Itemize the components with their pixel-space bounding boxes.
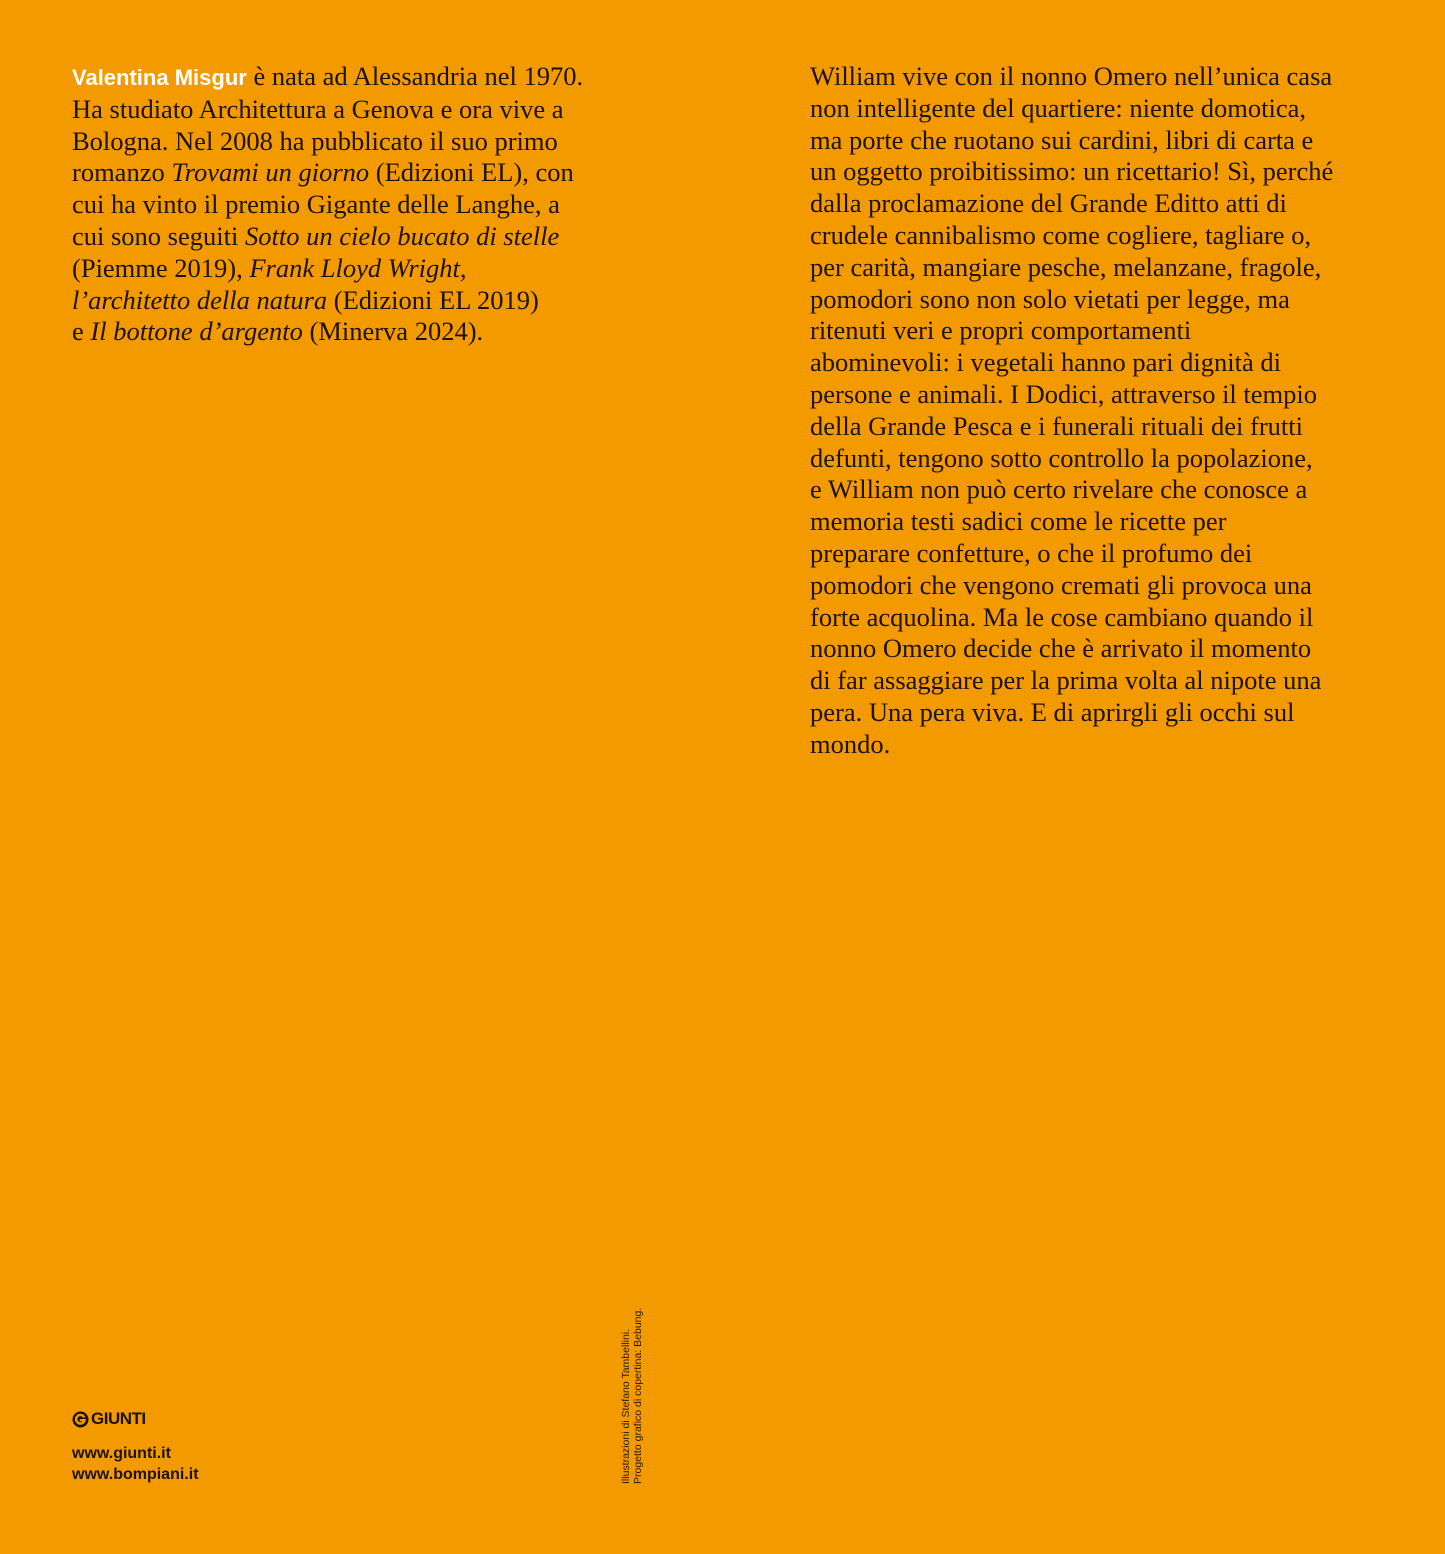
bio-text: cui sono seguiti <box>72 220 245 251</box>
bio-line <box>72 61 662 94</box>
bio-line <box>72 189 662 221</box>
synopsis-line: nonno Omero decide che è arrivato il momento <box>810 633 1312 664</box>
synopsis-line: di far assaggiare per la prima volta al nipote una <box>810 665 1322 696</box>
synopsis-line: defunti, tengono sotto controllo la popolazione, <box>810 442 1313 473</box>
publisher-logo <box>72 1409 146 1429</box>
synopsis-line: pomodori sono non solo vietati per legge, ma <box>810 283 1290 314</box>
synopsis-line: pomodori che vengono cremati gli provoca una <box>810 569 1312 600</box>
bio-text: Bologna. Nel 2008 ha pubblicato il suo primo <box>72 125 558 156</box>
bio-text: Ha studiato Architettura a Genova e ora vive a <box>72 93 564 124</box>
bio-text: e <box>72 316 91 347</box>
bio-text: cui ha vinto il premio Gigante delle Langhe, a <box>72 189 560 220</box>
bio-line <box>72 126 662 158</box>
synopsis-line: persone e animali. I Dodici, attraverso il tempio <box>810 378 1318 409</box>
book-title: Frank Lloyd Wright, <box>249 252 467 283</box>
synopsis-line: ritenuti veri e propri comportamenti <box>810 315 1192 346</box>
book-title: Trovami un giorno <box>171 157 370 188</box>
bio-text: (Edizioni EL), con <box>369 157 574 188</box>
synopsis-line: mondo. <box>810 728 891 759</box>
bio-text: è nata ad Alessandria nel 1970. <box>246 61 584 91</box>
synopsis-line: della Grande Pesca e i funerali rituali dei frutti <box>810 410 1303 441</box>
bio-line <box>72 285 662 317</box>
book-title: Il bottone d’argento <box>90 316 303 347</box>
website-link-bompiani[interactable]: www.bompiani.it <box>72 1466 199 1483</box>
synopsis-line: dalla proclamazione del Grande Editto atti di <box>810 188 1287 219</box>
synopsis-line: crudele cannibalismo come cogliere, tagliare o, <box>810 219 1312 250</box>
synopsis-line: abominevoli: i vegetali hanno pari dignità di <box>810 347 1281 378</box>
bio-line <box>72 253 662 285</box>
synopsis-line: un oggetto proibitissimo: un ricettario! Sì, perché <box>810 156 1334 187</box>
illustration-credit: Illustrazioni di Stefano Tambellini. <box>620 1328 632 1484</box>
synopsis-line: William vive con il nonno Omero nell’unica casa <box>810 61 1333 91</box>
bio-text: (Piemme 2019), <box>72 252 250 283</box>
cover-design-credit: Progetto grafico di copertina: Bebung. <box>632 1307 644 1484</box>
bio-line <box>72 94 662 126</box>
publisher-websites <box>72 1443 199 1485</box>
bio-text: (Minerva 2024). <box>302 316 484 347</box>
credits-vertical <box>620 1294 644 1484</box>
synopsis-line: non intelligente del quartiere: niente domotica, <box>810 92 1306 123</box>
synopsis-line: preparare confetture, o che il profumo dei <box>810 537 1253 568</box>
publisher-logo-text: GIUNTI <box>91 1409 146 1428</box>
synopsis-line: per carità, mangiare pesche, melanzane, fragole, <box>810 251 1322 282</box>
author-bio <box>72 61 662 348</box>
synopsis-line: ma porte che ruotano sui cardini, libri di carta e <box>810 124 1314 155</box>
synopsis-line: forte acquolina. Ma le cose cambiano quando il <box>810 601 1314 632</box>
author-name: Valentina Misgur <box>72 65 247 90</box>
bio-text: romanzo <box>72 157 172 188</box>
bio-line <box>72 316 662 348</box>
book-synopsis <box>810 61 1410 761</box>
synopsis-line: memoria testi sadici come le ricette per <box>810 506 1227 537</box>
website-link-giunti[interactable]: www.giunti.it <box>72 1445 171 1462</box>
synopsis-line: e William non può certo rivelare che conosce a <box>810 474 1308 505</box>
bio-text: (Edizioni EL 2019) <box>327 284 539 315</box>
bio-line <box>72 157 662 189</box>
synopsis-line: pera. Una pera viva. E di aprirgli gli occhi sul <box>810 696 1295 727</box>
bio-line <box>72 221 662 253</box>
giunti-logo-icon <box>72 1411 89 1428</box>
book-title: Sotto un cielo bucato di stelle <box>244 220 560 251</box>
book-title: l’architetto della natura <box>72 284 328 315</box>
